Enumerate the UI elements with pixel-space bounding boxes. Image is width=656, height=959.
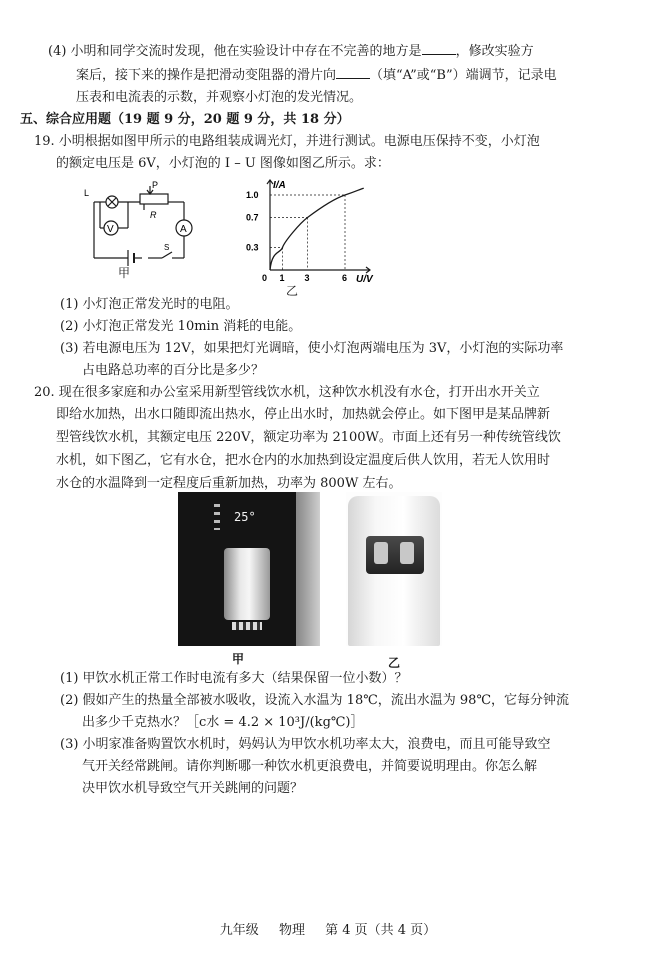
answer-blank-1[interactable] <box>422 40 456 55</box>
q20-para-2: 即给水加热，出水口随即流出热水，停止出水时，加热就会停止。如下图甲是某品牌新 <box>56 407 551 422</box>
q20-sub2-line2: 出多少千克热水？［c水 = 4.2 × 10³J/(kg℃)］ <box>82 715 364 730</box>
photo-caption-right: 乙 <box>388 656 401 670</box>
circuit-caption: 甲 <box>118 266 131 280</box>
nozzle-outlet <box>232 622 262 630</box>
y-tick-label: 1.0 <box>246 190 259 200</box>
y-tick-label: 0.7 <box>246 212 259 223</box>
circuit-diagram <box>82 180 202 280</box>
x-tick-label: 1 <box>279 273 285 283</box>
x-tick-label: 0 <box>262 273 268 283</box>
dispenser-nozzle <box>224 548 270 620</box>
label-R: R <box>150 210 157 220</box>
q20-para-4: 水机，如下图乙，它有水仓，把水仓内的水加热到设定温度后供人饮用，若无人饮用时 <box>56 453 551 468</box>
x-tick-label: 6 <box>342 273 348 283</box>
graph-caption: 乙 <box>286 284 299 298</box>
tap-hot <box>374 542 388 564</box>
photo-tankless-dispenser <box>178 492 320 646</box>
footer-page: 第 4 页（共 4 页） <box>325 923 437 938</box>
q19-intro-2: 的额定电压是 6V，小灯泡的 I – U 图像如图乙所示。求： <box>56 156 390 171</box>
tap-cold <box>400 542 414 564</box>
q18-4-line1: (4) 小明和同学交流时发现，他在实验设计中存在不完善的地方是 ，修改实验方 <box>48 40 534 63</box>
x-axis-label: U/V <box>356 274 373 284</box>
q20-sub3-line1: (3) 小明家准备购置饮水机时，妈妈认为甲饮水机功率太大，浪费电，而且可能导致空 <box>60 737 551 752</box>
photo-traditional-dispenser <box>346 492 442 646</box>
page-footer <box>0 920 656 942</box>
footer-subject: 物理 <box>278 923 305 938</box>
iu-curve <box>270 188 364 270</box>
y-tick-label: 0.3 <box>246 242 259 253</box>
label-L: L <box>84 188 90 198</box>
answer-blank-2[interactable] <box>336 64 370 79</box>
q19-sub1: (1) 小灯泡正常发光时的电阻。 <box>60 297 239 312</box>
label-P: P <box>152 180 159 190</box>
label-A: A <box>180 224 187 235</box>
q19-sub3-line2: 占电路总功率的百分比是多少？ <box>82 363 265 378</box>
q20-para-3: 型管线饮水机，其额定电压 220V，额定功率为 2100W。市面上还有另一种传统管线饮 <box>56 430 561 445</box>
q19-sub3-line1: (3) 若电源电压为 12V，如果把灯光调暗，使小灯泡两端电压为 3V，小灯泡的实际功率 <box>60 341 564 356</box>
q20-sub2-line1: (2) 假如产生的热量全部被水吸收，设流入水温为 18℃，流出水温为 98℃，它每分钟流 <box>60 693 569 708</box>
temperature-display: 25° <box>234 510 256 524</box>
q19-sub2: (2) 小灯泡正常发光 10min 消耗的电能。 <box>60 319 302 334</box>
footer-grade: 九年级 <box>219 923 259 938</box>
q18-4-line3: 压表和电流表的示数，并观察小灯泡的发光情况。 <box>76 90 363 105</box>
q18-4-line2: 案后，接下来的操作是把滑动变阻器的滑片向 （填“A”或“B”）端调节，记录电 <box>76 64 557 87</box>
y-axis-label: I/A <box>273 180 286 191</box>
q20-para-5: 水仓的水温降到一定程度后重新加热，功率为 800W 左右。 <box>56 476 402 491</box>
q20-sub3-line3: 决甲饮水机导致空气开关跳闸的问题？ <box>82 781 304 796</box>
q20-para-1: 20. 现在很多家庭和办公室采用新型管线饮水机，这种饮水机没有水仓，打开出水开关立 <box>34 385 540 400</box>
q20-sub1: (1) 甲饮水机正常工作时电流有多大（结果保留一位小数）？ <box>60 671 408 686</box>
x-tick-label: 3 <box>304 273 310 283</box>
control-buttons <box>214 504 220 530</box>
photo-caption-left: 甲 <box>232 652 245 666</box>
label-V: V <box>107 224 114 235</box>
section-title: 五、综合应用题（19 题 9 分，20 题 9 分，共 18 分） <box>20 112 350 127</box>
iu-graph <box>240 174 380 284</box>
label-S: S <box>164 243 170 252</box>
q20-sub3-line2: 气开关经常跳闸。请你判断哪一种饮水机更浪费电，并简要说明理由。你怎么解 <box>82 759 538 774</box>
q19-intro-1: 19. 小明根据如图甲所示的电路组装成调光灯，并进行测试。电源电压保持不变，小灯泡 <box>34 134 540 149</box>
